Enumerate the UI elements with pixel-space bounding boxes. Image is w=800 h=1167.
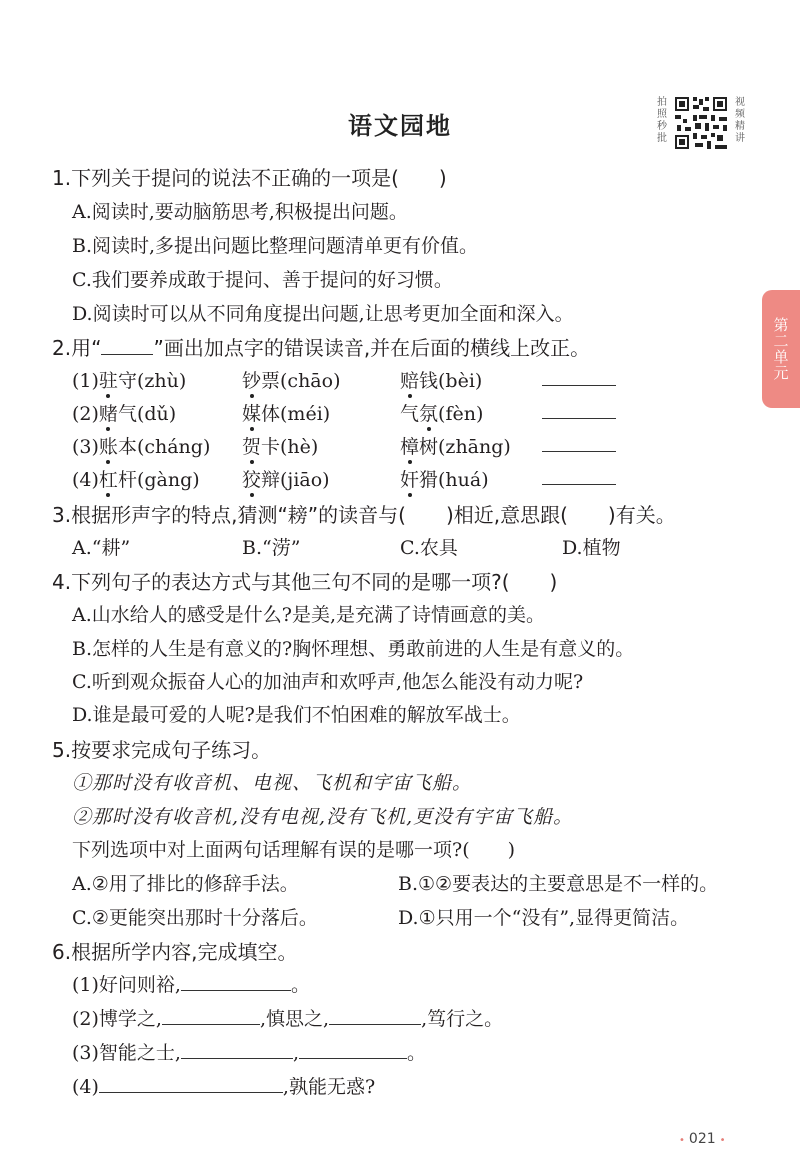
q2-item: (4)杠杆(gàng) [72, 465, 200, 492]
q2-stem-pre: 2.用“ [52, 336, 102, 360]
q2-item: 气氛(fèn) [400, 399, 483, 426]
q6-item-2-text: (2)博学之, [72, 1008, 162, 1030]
answer-blank[interactable] [542, 402, 616, 419]
unit-tab [762, 290, 800, 408]
q5-option-d: D.①只用一个“没有”,显得更简洁。 [398, 907, 690, 929]
q2-item: 钞票(chāo) [242, 366, 341, 393]
q5-option-b: B.①②要表达的主要意思是不一样的。 [398, 873, 719, 895]
q1-option-a: A.阅读时,要动脑筋思考,积极提出问题。 [72, 201, 408, 223]
q6-item-3-end: 。 [407, 1042, 427, 1064]
q2-item: 奸猾(huá) [400, 465, 489, 492]
answer-blank[interactable] [299, 1042, 407, 1059]
q3-option-d: D.植物 [562, 537, 621, 559]
q6-item-4 [72, 1072, 375, 1099]
page-number: • 021 • [675, 1131, 730, 1147]
qr-code-icon [673, 95, 729, 151]
answer-blank[interactable] [99, 1076, 283, 1093]
q6-item-3 [72, 1038, 426, 1065]
q2-item: (2)赌气(dǔ) [72, 399, 176, 426]
q1-stem: 1.下列关于提问的说法不正确的一项是( ) [52, 166, 447, 190]
q6-item-1 [72, 970, 310, 997]
q2-item: 赔钱(bèi) [400, 366, 482, 393]
q6-stem: 6.根据所学内容,完成填空。 [52, 940, 298, 964]
q6-item-4-text: (4) [72, 1076, 99, 1098]
q6-item-3-mid: , [292, 1042, 300, 1064]
q5-sentence-1: ①那时没有收音机、电视、飞机和宇宙飞船。 [72, 772, 473, 794]
q4-option-c: C.听到观众振奋人心的加油声和欢呼声,他怎么能没有动力呢? [72, 671, 584, 693]
q2-stem [52, 332, 590, 361]
answer-blank[interactable] [181, 974, 291, 991]
q2-item: 媒体(méi) [242, 399, 330, 426]
answer-blank[interactable] [329, 1008, 421, 1025]
q1-option-c: C.我们要养成敢于提问、善于提问的好习惯。 [72, 269, 453, 291]
q6-item-1-end: 。 [290, 974, 310, 996]
q2-item: (3)账本(cháng) [72, 432, 210, 459]
q6-item-2 [72, 1004, 503, 1031]
q1-option-d: D.阅读时可以从不同角度提出问题,让思考更加全面和深入。 [72, 303, 574, 325]
q3-stem: 3.根据形声字的特点,猜测“耪”的读音与( )相近,意思跟( )有关。 [52, 503, 676, 527]
q2-item: 狡辩(jiāo) [242, 465, 330, 492]
answer-blank[interactable] [542, 369, 616, 386]
q5-sentence-2: ②那时没有收音机,没有电视,没有飞机,更没有宇宙飞船。 [72, 806, 574, 828]
page-title: 语文园地 [348, 112, 452, 140]
q6-item-2-mid: ,慎思之, [259, 1008, 330, 1030]
answer-blank[interactable] [542, 468, 616, 485]
qr-right-caption: 视频精讲 [735, 97, 745, 144]
q3-option-a: A.“耕” [72, 537, 131, 559]
q1-option-b: B.阅读时,多提出问题比整理问题清单更有价值。 [72, 235, 479, 257]
q5-stem: 5.按要求完成句子练习。 [52, 738, 272, 762]
qr-block [655, 95, 747, 151]
answer-blank[interactable] [162, 1008, 260, 1025]
q3-option-b: B.“涝” [242, 537, 301, 559]
q6-item-1-text: (1)好问则裕, [72, 974, 181, 996]
answer-blank[interactable] [542, 435, 616, 452]
unit-tab-label: 第二单元 [771, 317, 790, 381]
q4-stem: 4.下列句子的表达方式与其他三句不同的是哪一项?( ) [52, 570, 558, 594]
q4-option-d: D.谁是最可爱的人呢?是我们不怕困难的解放军战士。 [72, 704, 521, 726]
q6-item-2-end: ,笃行之。 [421, 1008, 504, 1030]
answer-blank[interactable] [181, 1042, 293, 1059]
q5-sub-question: 下列选项中对上面两句话理解有误的是哪一项?( ) [72, 839, 516, 861]
qr-left-caption: 拍照秒批 [657, 97, 667, 144]
q3-option-c: C.农具 [400, 537, 458, 559]
q5-option-a: A.②用了排比的修辞手法。 [72, 873, 299, 895]
q6-item-4-end: ,孰能无惑? [282, 1076, 376, 1098]
q2-item: 樟树(zhāng) [400, 432, 511, 459]
q2-item: 贺卡(hè) [242, 432, 318, 459]
q2-stem-blank [101, 340, 153, 355]
q4-option-b: B.怎样的人生是有意义的?胸怀理想、勇敢前进的人生是有意义的。 [72, 638, 635, 660]
q5-option-c: C.②更能突出那时十分落后。 [72, 907, 318, 929]
q4-option-a: A.山水给人的感受是什么?是美,是充满了诗情画意的美。 [72, 604, 545, 626]
q2-stem-post: ”画出加点字的错误读音,并在后面的横线上改正。 [153, 336, 591, 360]
q6-item-3-text: (3)智能之士, [72, 1042, 181, 1064]
q2-item: (1)驻守(zhù) [72, 366, 186, 393]
